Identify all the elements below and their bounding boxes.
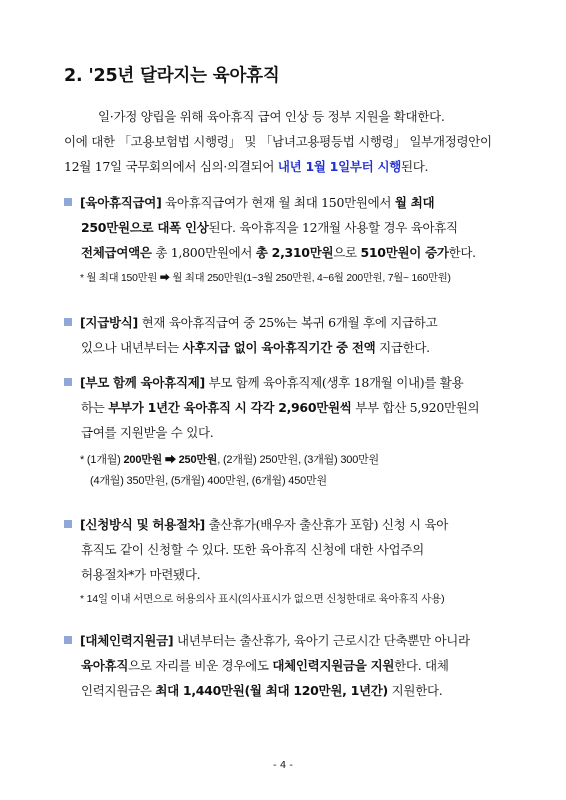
s3-tag: [부모 함께 육아휴직제]	[80, 375, 205, 390]
intro-line-3: 12월 17일 국무회의에서 심의·의결되어 내년 1월 1일부터 시행된다.	[64, 159, 429, 174]
s1-line-3: 전체급여액은 총 1,800만원에서 총 2,310만원으로 510만원이 증가한다.	[81, 245, 476, 260]
s2-line-2: 있으나 내년부터는 사후지급 없이 육아휴직기간 중 전액 지급한다.	[81, 340, 430, 355]
s5-line-3: 인력지원금은 최대 1,440만원(월 최대 120만원, 1년간) 지원한다.	[81, 683, 443, 698]
s3-note	[80, 450, 379, 492]
section-replacement-worker-subsidy	[64, 628, 504, 703]
s1-note: * 월 최대 150만원 ➡ 월 최대 250만원(1~3월 250만원, 4~6월 200만원, 7월~ 160만원)	[80, 273, 451, 284]
s3-note-line-1: * (1개월) 200만원 ➡ 250만원, (2개월) 250만원, (3개월) 300만원	[80, 454, 379, 466]
page-number: - 4 -	[273, 760, 293, 771]
effective-date-highlight: 내년 1월 1일부터 시행	[277, 159, 401, 174]
s5-tag: [대체인력지원금]	[80, 633, 174, 648]
s3-line-3: 급여를 지원받을 수 있다.	[81, 425, 214, 440]
s4-line-1: [신청방식 및 허용절차] 출산휴가(배우자 출산휴가 포함) 신청 시 육아	[64, 512, 504, 537]
s3-line-1: [부모 함께 육아휴직제] 부모 함께 육아휴직제(생후 18개월 이내)를 활용	[64, 370, 504, 395]
s2-tag: [지급방식]	[80, 315, 138, 330]
square-bullet-icon	[64, 378, 72, 386]
section-application-procedure	[64, 512, 504, 587]
s5-line-2: 육아휴직으로 자리를 비운 경우에도 대체인력지원금을 지원한다. 대체	[81, 658, 449, 673]
square-bullet-icon	[64, 318, 72, 326]
intro-paragraph	[64, 104, 500, 179]
section-joint-parental-leave	[64, 370, 504, 445]
s5-line-1: [대체인력지원금] 내년부터는 출산휴가, 육아기 근로시간 단축뿐만 아니라	[64, 628, 504, 653]
square-bullet-icon	[64, 198, 72, 206]
s4-line-3: 허용절차*가 마련됐다.	[81, 567, 201, 582]
section-parental-leave-benefit	[64, 190, 504, 265]
square-bullet-icon	[64, 636, 72, 644]
s1-tag: [육아휴직급여]	[80, 195, 162, 210]
s4-tag: [신청방식 및 허용절차]	[80, 517, 205, 532]
s1-line-2: 250만원으로 대폭 인상된다. 육아휴직을 12개월 사용할 경우 육아휴직	[81, 220, 458, 235]
section-payment-method	[64, 310, 504, 360]
s4-line-2: 휴직도 같이 신청할 수 있다. 또한 육아휴직 신청에 대한 사업주의	[81, 542, 424, 557]
s3-note-line-2: (4개월) 350만원, (5개월) 400만원, (6개월) 450만원	[90, 475, 327, 487]
s3-line-2: 하는 부부가 1년간 육아휴직 시 각각 2,960만원씩 부부 합산 5,920만원의	[81, 400, 480, 415]
square-bullet-icon	[64, 520, 72, 528]
s4-note: * 14일 이내 서면으로 허용의사 표시(의사표시가 없으면 신청한대로 육아휴직 사용)	[80, 593, 445, 605]
s1-line-1: [육아휴직급여] 육아휴직급여가 현재 월 최대 150만원에서 월 최대	[64, 190, 504, 215]
intro-line-1: 일·가정 양립을 위해 육아휴직 급여 인상 등 정부 지원을 확대한다.	[98, 109, 445, 124]
section-heading: 2. '25년 달라지는 육아휴직	[64, 66, 280, 86]
s2-line-1: [지급방식] 현재 육아휴직급여 중 25%는 복귀 6개월 후에 지급하고	[64, 310, 504, 335]
intro-line-2: 이에 대한 「고용보험법 시행령」 및 「남녀고용평등법 시행령」 일부개정령안이	[64, 134, 492, 149]
